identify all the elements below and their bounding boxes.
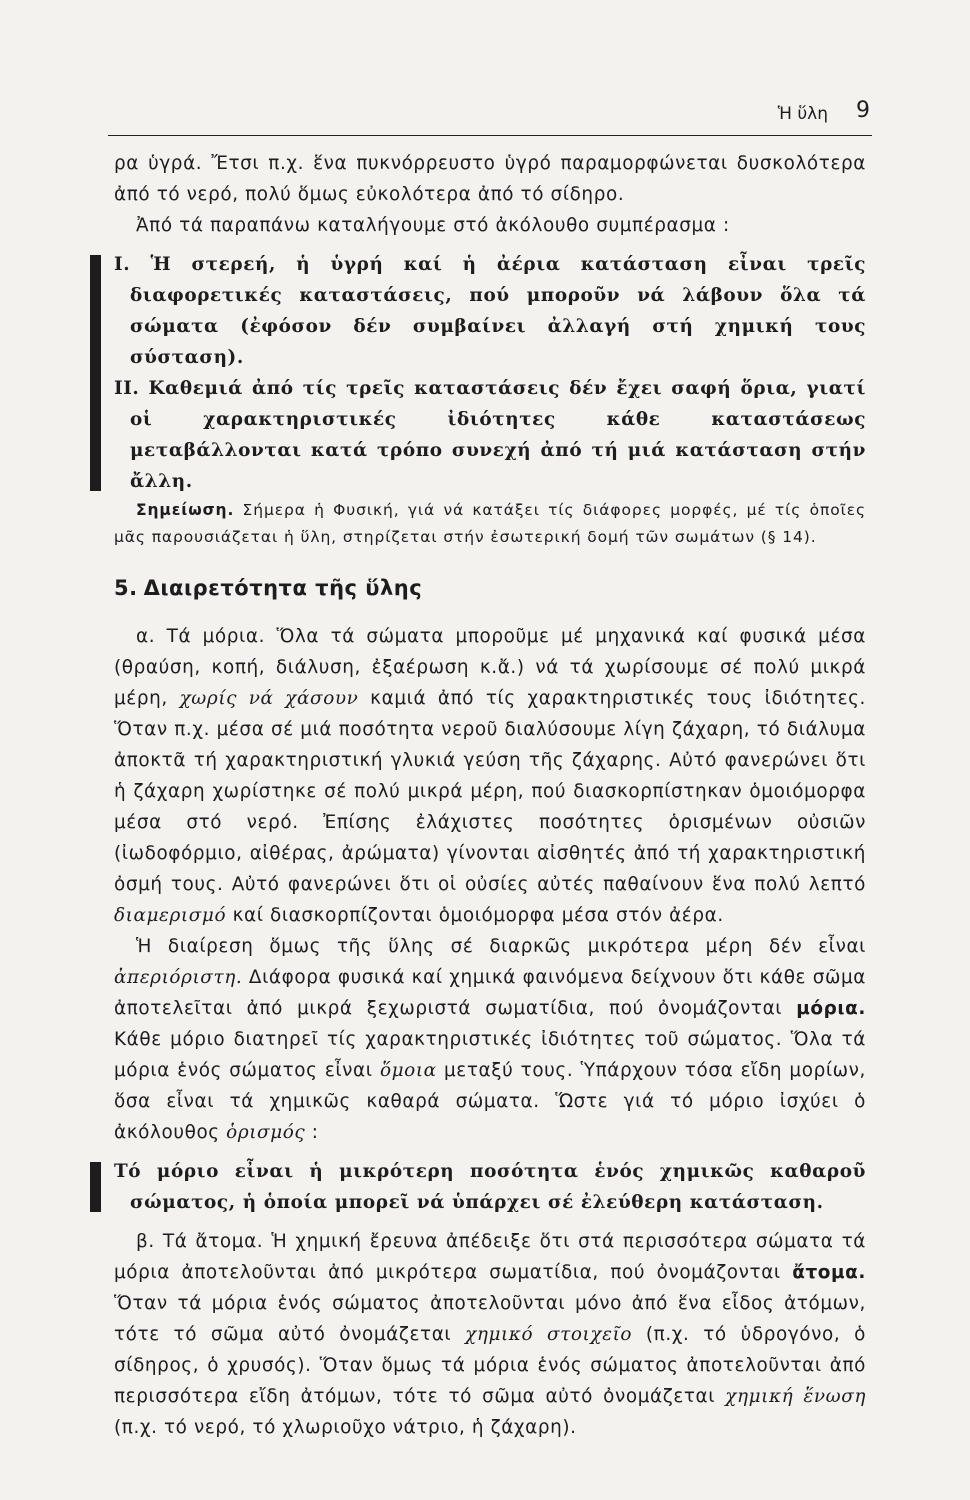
text-run: Ὅταν τά μόρια ἑνός σώματος ἀποτελοῦνται μόνο ἀπό ἕνα εἶδος ἀτόμων, τότε τό σῶμα αὐτό ὀνομάζεται: [114, 1293, 866, 1345]
text-run: καί διασκορπίζονται ὁμοιόμορφα μέσα στόν ἀέρα.: [226, 905, 724, 926]
bold-term: ἄτομα.: [792, 1262, 866, 1283]
page-content: [114, 148, 866, 1443]
italic-run: ἀπεριόριστη.: [114, 967, 243, 988]
italic-run: χωρίς νά χάσουν: [179, 688, 359, 709]
paragraph-division: [114, 931, 866, 1148]
conclusion-intro: Ἀπό τά παραπάνω καταλήγουμε στό ἀκόλουθο συμπέρασμα :: [136, 215, 730, 236]
page-header: [108, 96, 872, 136]
paragraph-atoms: [114, 1226, 866, 1443]
section-heading: [114, 573, 866, 603]
text-run: Κάθε μόριο διατηρεῖ τίς χαρακτηριστικές ἰδιότητες τοῦ σώματος. Ὅλα τά μόρια ἑνός σώματος εἶναι: [114, 1029, 866, 1081]
text-run: Ἡ χημική ἔρευνα ἀπέδειξε ὅτι στά περισσότερα σώματα τά μόρια ἀποτελοῦνται ἀπό μικρότερα σωματίδια, πού ὀνομάζονται: [114, 1231, 866, 1283]
conclusion-item-2: II. Καθεμιά ἀπό τίς τρεῖς καταστάσεις δέν ἔχει σαφή ὅρια, γιατί οἱ χαρακτηριστικές ἰδιότητες κάθε καταστάσεως μεταβάλλονται κατά τρόπο συνεχή ἀπό τή μιά κατάσταση στήν ἄλλη.: [114, 378, 866, 492]
atoms-label: β. Τά ἄτομα.: [136, 1231, 264, 1252]
text-run: μεταξύ τους. Ὑπάρχουν τόσα εἴδη μορίων, ὅσα εἶναι τά χημικῶς καθαρά σώματα. Ὥστε γιά τό μόριο ἰσχύει ὁ ἀκόλουθος: [114, 1060, 866, 1143]
text-run: (π.χ. τό νερό, τό χλωριοῦχο νάτριο, ἡ ζάχαρη).: [114, 1417, 577, 1438]
molecules-label: α. Τά μόρια.: [136, 626, 266, 647]
text-run: καμιά ἀπό τίς χαρακτηριστικές τους ἰδιότητες. Ὅταν π.χ. μέσα σέ μιά ποσότητα νεροῦ διαλύσουμε λίγη ζάχαρη, τό διάλυμα ἀποκτᾶ τή χαρακτηριστική γλυκιά γεύση τῆς ζάχαρης. Αὐτό φανερώνει ὅτι ἡ ζάχαρη χωρίστηκε σέ πολύ μικρά μέρη, πού διασκορπίστηκαν ὁμοιόμορφα μέσα στό νερό. Ἐπίσης ἐλάχιστες ποσότητες ὁρισμένων οὐσιῶν (ἰωδοφόρμιο, αἰθέρας, ἀρώματα) γίνονται αἰσθητές ἀπό τή χαρακτηριστική ὀσμή τους. Αὐτό φανερώνει ὅτι οἱ οὐσίες αὐτές παθαίνουν ἕνα πολύ λεπτό: [114, 688, 866, 895]
text-run: Διάφορα φυσικά καί χημικά φαινόμενα δείχνουν ὅτι κάθε σῶμα ἀποτελεῖται ἀπό μικρά ξεχωριστά σωματίδια, πού ὀνομάζονται: [114, 967, 866, 1019]
definition-box: [114, 1156, 866, 1218]
conclusion-item-1: I. Ἡ στερεή, ἡ ὑγρή καί ἡ ἀέρια κατάσταση εἶναι τρεῖς διαφορετικές καταστάσεις, πού μποροῦν νά λάβουν ὅλα τά σώματα (ἐφόσον δέν συμβαίνει ἀλλαγή στή χημική τους σύσταση).: [114, 254, 866, 368]
conclusion-box: [114, 249, 866, 497]
bold-term: μόρια.: [796, 998, 866, 1019]
note-label: Σημείωση.: [136, 501, 235, 519]
note-paragraph: [114, 497, 866, 551]
header-rule: [108, 135, 872, 136]
italic-run: ὁρισμός: [226, 1122, 306, 1143]
italic-run: χημικό στοιχεῖο: [465, 1324, 633, 1345]
molecule-definition: Τό μόριο εἶναι ἡ μικρότερη ποσότητα ἑνός χημικῶς καθαροῦ σώματος, ἡ ὁποία μπορεῖ νά ὑπάρχει σέ ἐλεύθερη κατάσταση.: [114, 1161, 866, 1213]
italic-run: χημική ἕνωση: [725, 1386, 866, 1407]
text-run: Ἡ διαίρεση ὅμως τῆς ὕλης σέ διαρκῶς μικρότερα μέρη δέν εἶναι: [136, 936, 866, 957]
paragraph-molecules: [114, 621, 866, 931]
italic-run: διαμερισμό: [114, 905, 227, 926]
paragraph-continued: ρα ὑγρά. Ἔτσι π.χ. ἕνα πυκνόρρευστο ὑγρό παραμορφώνεται δυσκολότερα ἀπό τό νερό, πολύ ὅμως εὐκολότερα ἀπό τό σίδηρο.: [114, 153, 866, 205]
page-number: 9: [856, 98, 870, 123]
italic-run: ὅμοια: [379, 1060, 437, 1081]
note-text: Σήμερα ἡ Φυσική, γιά νά κατάξει τίς διάφορες μορφές, μέ τίς ὁποῖες μᾶς παρουσιάζεται ἡ ὕλη, στηρίζεται στήν ἐσωτερική δομή τῶν σωμάτων (§ 14).: [114, 501, 866, 546]
text-run: :: [305, 1122, 319, 1143]
section-title: Διαιρετότητα τῆς ὕλης: [143, 576, 423, 600]
running-title: Ἡ ὕλη: [777, 104, 828, 124]
section-number: 5.: [114, 576, 138, 600]
text-run: Ὅλα τά σώματα μποροῦμε μέ μηχανικά καί φυσικά μέσα (θραύση, κοπή, διάλυση, ἐξαέρωση κ.ἄ.) νά τά χωρίσουμε σέ πολύ μικρά μέρη,: [114, 626, 866, 709]
text-run: (π.χ. τό ὑδρογόνο, ὁ σίδηρος, ὁ χρυσός). Ὅταν ὅμως τά μόρια ἑνός σώματος ἀποτελοῦνται ἀπό περισσότερα εἴδη ἀτόμων, τότε τό σῶμα αὐτό ὀνομάζεται: [114, 1324, 866, 1407]
